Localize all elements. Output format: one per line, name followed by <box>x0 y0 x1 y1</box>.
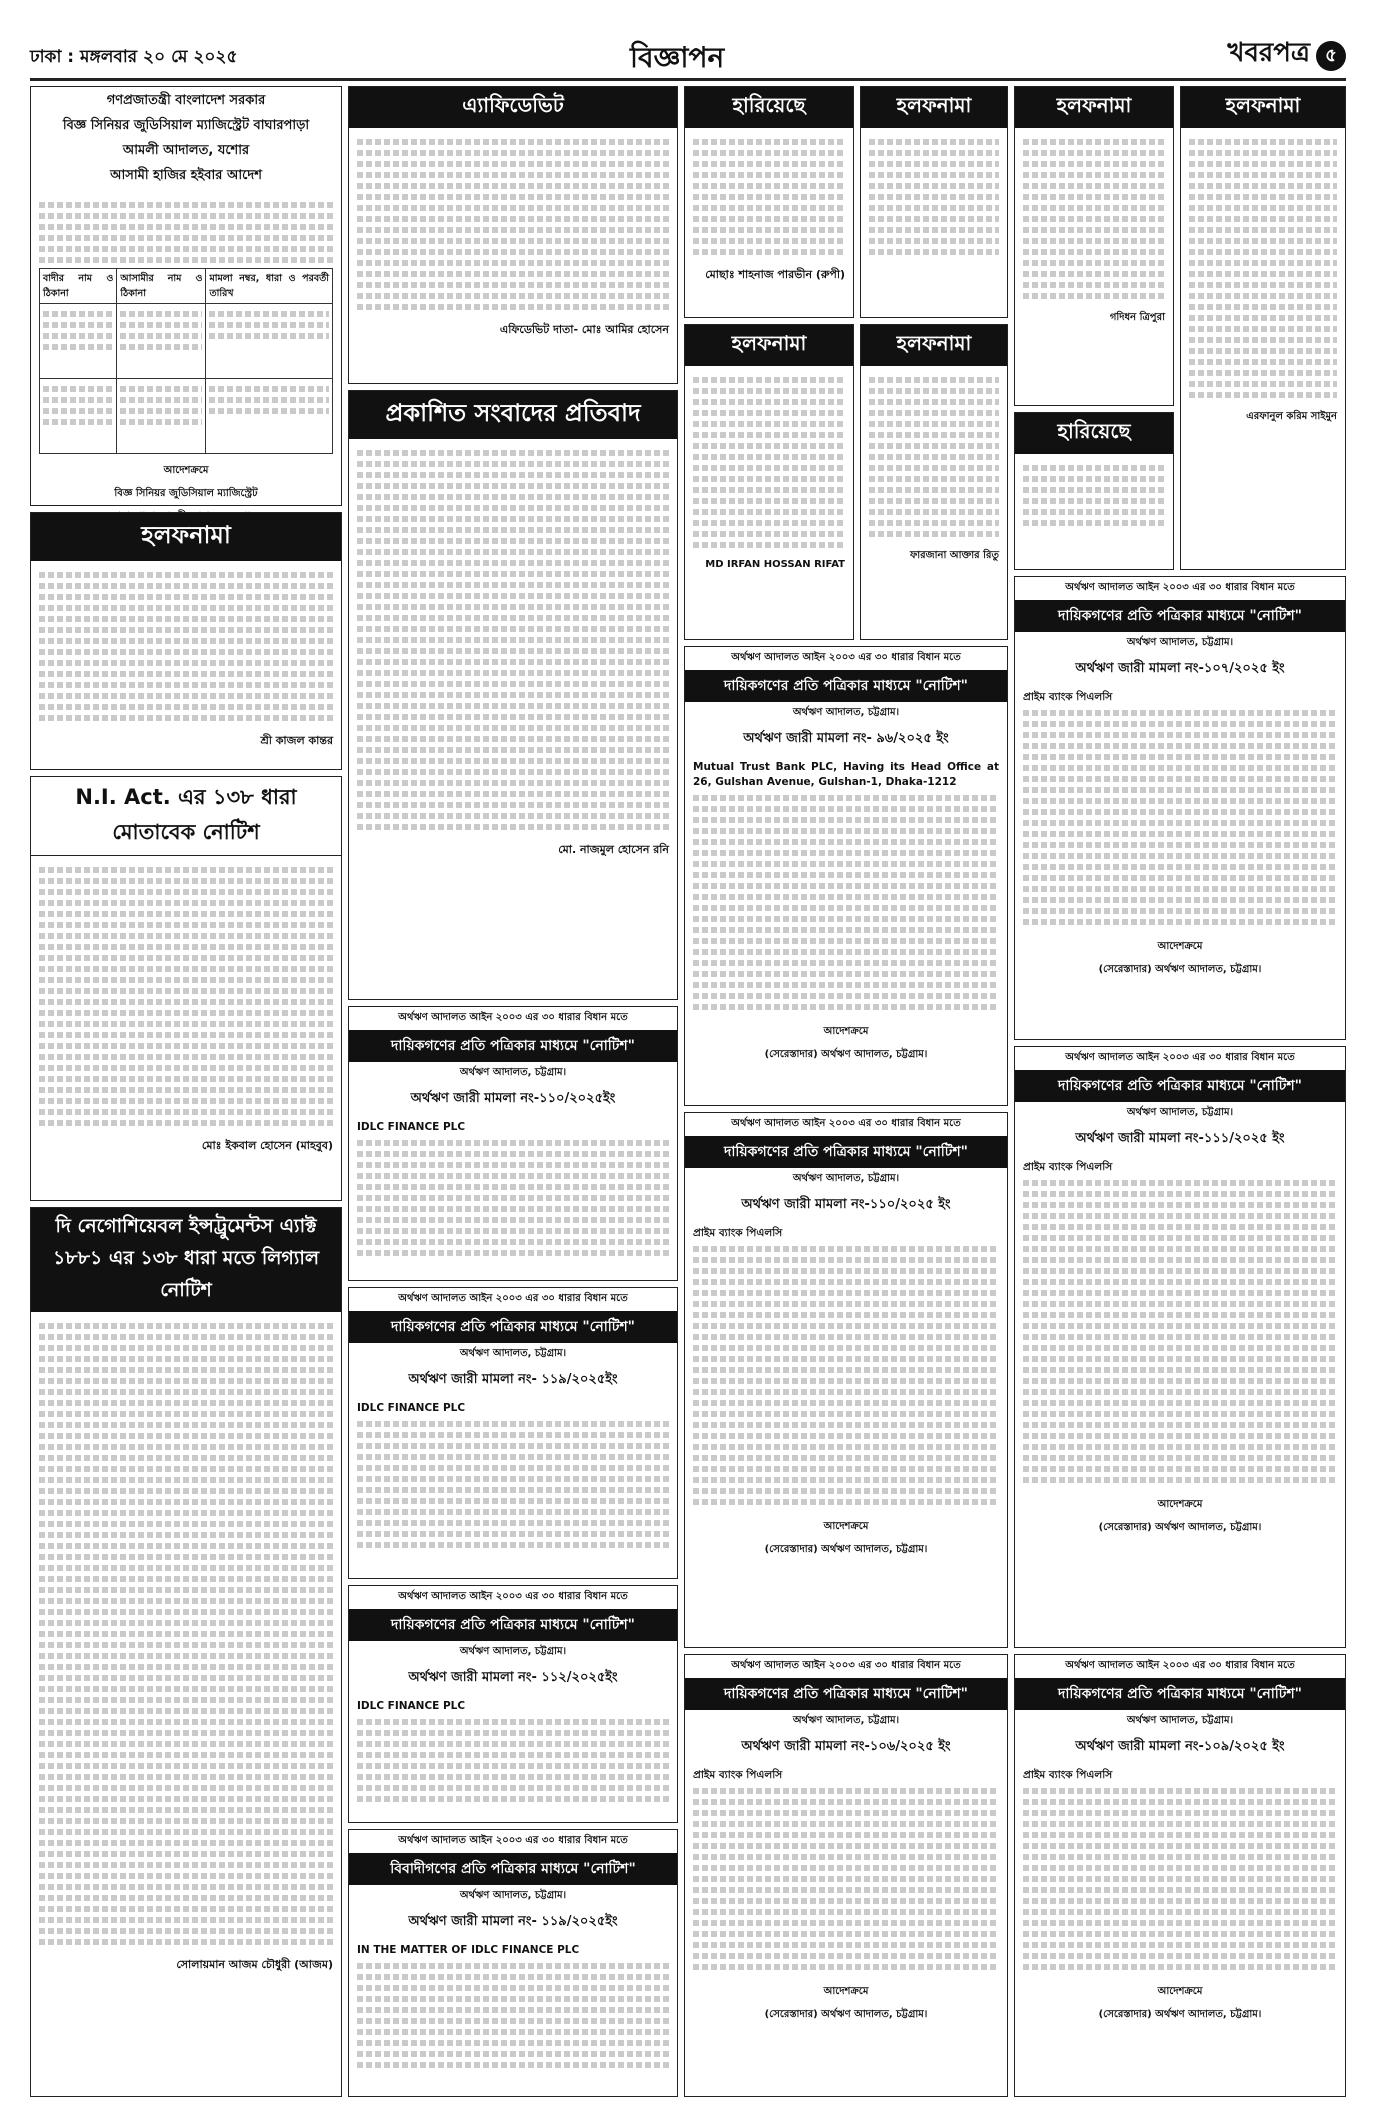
table-header: বাদীর নাম ও ঠিকানা <box>40 269 117 304</box>
case-number: অর্থঋণ জারী মামলা নং-১০৯/২০২৫ ইং <box>1075 1739 1285 1754</box>
notice-law: অর্থঋণ আদালত আইন ২০০৩ এর ৩০ ধারার বিধান মতে <box>1065 582 1295 593</box>
notice-body <box>1015 1154 1345 1494</box>
notice-body <box>31 1312 341 1956</box>
notice-body <box>349 439 677 841</box>
affidavit-d <box>1180 86 1346 570</box>
notice-footer: বিজ্ঞ সিনিয়র জুডিসিয়াল ম্যাজিস্ট্রেট <box>114 488 258 499</box>
affidavit-c <box>1014 86 1174 406</box>
signatory: এরফানুল করিম সাইমুন <box>1246 411 1337 422</box>
negotiable-instruments-notice <box>30 1207 342 2097</box>
plaintiff: প্রাইম ব্যাংক পিএলসি <box>1023 1161 1113 1173</box>
case-number: অর্থঋণ জারী মামলা নং- ৯৬/২০২৫ ইং <box>743 731 949 746</box>
notice-footer: আদেশক্রমে <box>163 465 209 476</box>
notice-title: হলফনামা <box>685 325 853 366</box>
notice-law: অর্থঋণ আদালত আইন ২০০৩ এর ৩০ ধারার বিধান মতে <box>398 1835 628 1846</box>
artha-notice-2 <box>348 1287 678 1579</box>
notice-law: অর্থঋণ আদালত আইন ২০০৩ এর ৩০ ধারার বিধান মতে <box>398 1012 628 1023</box>
notice-law: অর্থঋণ আদালত আইন ২০০৩ এর ৩০ ধারার বিধান মতে <box>731 1660 961 1671</box>
signoff: আদেশক্রমে <box>823 1986 869 1997</box>
signoff: আদেশক্রমে <box>823 1026 869 1037</box>
notice-body <box>31 191 341 460</box>
signatory: এফিডেভিট দাতা- মোঃ আমির হোসেন <box>499 323 669 336</box>
plaintiff: IDLC FINANCE PLC <box>357 1700 466 1712</box>
case-number: অর্থঋণ জারী মামলা নং-১১০/২০২৫ইং <box>410 1091 616 1106</box>
notice-court: অর্থঋণ আদালত, চট্টগ্রাম। <box>1126 637 1234 648</box>
notice-body <box>1015 128 1173 310</box>
case-number: অর্থঋণ জারী মামলা নং- ১১৯/২০২৫ইং <box>408 1914 618 1929</box>
notice-title: দায়িকগণের প্রতি পত্রিকার মাধ্যমে "নোটিশ" <box>349 1311 677 1343</box>
notice-title: হলফনামা <box>861 87 1007 128</box>
notice-title: N.I. Act. এর ১৩৮ ধারা মোতাবেক নোটিশ <box>31 777 341 856</box>
notice-body <box>1181 128 1345 409</box>
notice-title: দায়িকগণের প্রতি পত্রিকার মাধ্যমে "নোটিশ" <box>1015 1678 1345 1710</box>
affidavit-f <box>860 324 1008 640</box>
notice-heading: বিজ্ঞ সিনিয়র জুডিসিয়াল ম্যাজিস্ট্রেট বাঘারপাড়া <box>62 118 310 133</box>
notice-body <box>349 1395 677 1559</box>
signatory: সোলায়মান আজম চৌধুরী (আজম) <box>176 1958 333 1971</box>
notice-body <box>861 128 1007 266</box>
notice-court: অর্থঋণ আদালত, চট্টগ্রাম। <box>459 1067 567 1078</box>
notice-body <box>1015 684 1345 936</box>
notice-title: হলফনামা <box>31 513 341 561</box>
notice-title: দায়িকগণের প্রতি পত্রিকার মাধ্যমে "নোটিশ" <box>349 1609 677 1641</box>
case-number: অর্থঋণ জারী মামলা নং-১০৭/২০২৫ ইং <box>1075 661 1285 676</box>
case-number: অর্থঋণ জারী মামলা নং- ১১২/২০২৫ইং <box>408 1670 618 1685</box>
signoff: আদেশক্রমে <box>1157 1986 1203 1997</box>
notice-title: দায়িকগণের প্রতি পত্রিকার মাধ্যমে "নোটিশ" <box>1015 600 1345 632</box>
affidavit-a <box>860 86 1008 318</box>
plaintiff: প্রাইম ব্যাংক পিএলসি <box>693 1227 783 1239</box>
notice-court: অর্থঋণ আদালত, চট্টগ্রাম। <box>792 1173 900 1184</box>
artha-notice-3 <box>348 1585 678 1823</box>
table-header: আসামীর নাম ও ঠিকানা <box>117 269 206 304</box>
notice-law: অর্থঋণ আদালত আইন ২০০৩ এর ৩০ ধারার বিধান মতে <box>1065 1052 1295 1063</box>
notice-title: হলফনামা <box>1181 87 1345 128</box>
case-number: অর্থঋণ জারী মামলা নং-১১০/২০২৫ ইং <box>741 1197 951 1212</box>
section-title: বিজ্ঞাপন <box>630 41 725 74</box>
issue-date: ঢাকা : মঙ্গলবার ২০ মে ২০২৫ <box>30 47 238 67</box>
notice-heading: গণপ্রজাতন্ত্রী বাংলাদেশ সরকার <box>106 93 266 108</box>
signoff: আদেশক্রমে <box>823 1521 869 1532</box>
signatory: শ্রী কাজল কান্তর <box>260 734 333 747</box>
notice-law: অর্থঋণ আদালত আইন ২০০৩ এর ৩০ ধারার বিধান মতে <box>398 1293 628 1304</box>
lost-notice-1 <box>684 86 854 318</box>
notice-court: অর্থঋণ আদালত, চট্টগ্রাম। <box>1126 1107 1234 1118</box>
notice-body <box>685 366 853 559</box>
notice-body <box>31 561 341 732</box>
notice-court: অর্থঋণ আদালত, চট্টগ্রাম। <box>459 1348 567 1359</box>
signoff: আদেশক্রমে <box>1157 941 1203 952</box>
affidavit-irfan <box>684 324 854 640</box>
notice-title: দায়িকগণের প্রতি পত্রিকার মাধ্যমে "নোটিশ" <box>1015 1070 1345 1102</box>
artha-prime-r1 <box>1014 576 1346 1040</box>
signoff: (সেরেস্তাদার) অর্থঋণ আদালত, চট্টগ্রাম। <box>764 2009 928 2020</box>
newspaper-logo <box>1227 32 1346 76</box>
notice-title: দি নেগোশিয়েবল ইন্সট্রুমেন্টস এ্যাক্ট ১৮৮১ এর ১৩৮ ধারা মতে লিগ্যাল নোটিশ <box>31 1208 341 1312</box>
plaintiff: IDLC FINANCE PLC <box>357 1402 466 1414</box>
case-number: অর্থঋণ জারী মামলা নং- ১১৯/২০২৫ইং <box>408 1372 618 1387</box>
signoff: (সেরেস্তাদার) অর্থঋণ আদালত, চট্টগ্রাম। <box>764 1544 928 1555</box>
ni-act-notice <box>30 776 342 1201</box>
notice-body <box>349 1693 677 1813</box>
notice-law: অর্থঋণ আদালত আইন ২০০৩ এর ৩০ ধারার বিধান মতে <box>398 1591 628 1602</box>
notice-title: এ্যাফিডেভিট <box>349 87 677 128</box>
notice-body <box>349 128 677 321</box>
lost-notice-2 <box>1014 412 1174 570</box>
notice-body <box>349 1937 677 2079</box>
plaintiff: IDLC FINANCE PLC <box>357 1121 466 1133</box>
notice-body <box>349 1114 677 1267</box>
signoff: (সেরেস্তাদার) অর্থঋণ আদালত, চট্টগ্রাম। <box>1098 2009 1262 2020</box>
signoff: আদেশক্রমে <box>1157 1499 1203 1510</box>
notice-body <box>31 856 341 1137</box>
notice-title: দায়িকগণের প্রতি পত্রিকার মাধ্যমে "নোটিশ" <box>349 1030 677 1062</box>
notice-court: অর্থঋণ আদালত, চট্টগ্রাম। <box>792 707 900 718</box>
notice-title: হলফনামা <box>861 325 1007 366</box>
notice-heading: আমলী আদালত, যশোর <box>122 143 250 158</box>
notice-body <box>685 754 1007 1021</box>
plaintiff: প্রাইম ব্যাংক পিএলসি <box>1023 691 1113 703</box>
notice-body <box>685 1220 1007 1516</box>
notice-law: অর্থঋণ আদালত আইন ২০০৩ এর ৩০ ধারার বিধান মতে <box>1065 1660 1295 1671</box>
notice-title: দায়িকগণের প্রতি পত্রিকার মাধ্যমে "নোটিশ" <box>685 1136 1007 1168</box>
plaintiff: IN THE MATTER OF IDLC FINANCE PLC <box>357 1944 580 1956</box>
plaintiff: প্রাইম ব্যাংক পিএলসি <box>693 1769 783 1781</box>
artha-prime-r2 <box>1014 1046 1346 1648</box>
notice-court: অর্থঋণ আদালত, চট্টগ্রাম। <box>792 1715 900 1726</box>
notice-title: প্রকাশিত সংবাদের প্রতিবাদ <box>349 391 677 439</box>
notice-title: হারিয়েছে <box>1015 413 1173 454</box>
notice-law: অর্থঋণ আদালত আইন ২০০৩ এর ৩০ ধারার বিধান মতে <box>731 1118 961 1129</box>
notice-title: হারিয়েছে <box>685 87 853 128</box>
table-header: মামলা নম্বর, ধারা ও পরবর্তী তারিখ <box>206 269 333 304</box>
signatory: ফারজানা আক্তার রিতু <box>909 550 999 561</box>
notice-body <box>1015 454 1173 537</box>
logo-text: খবরপত্র <box>1227 38 1310 68</box>
party-table <box>39 268 333 454</box>
signatory: মোঃ ইকবাল হোসেন (মাহবুব) <box>201 1139 333 1152</box>
artha-prime-2 <box>684 1654 1008 2097</box>
artha-prime-r3 <box>1014 1654 1346 2097</box>
artha-notice-1 <box>348 1006 678 1281</box>
notice-title: দায়িকগণের প্রতি পত্রিকার মাধ্যমে "নোটিশ" <box>685 670 1007 702</box>
signatory: মো. নাজমুল হোসেন রনি <box>558 843 669 856</box>
protest-notice <box>348 390 678 1000</box>
notice-body <box>685 128 853 266</box>
signoff: (সেরেস্তাদার) অর্থঋণ আদালত, চট্টগ্রাম। <box>1098 964 1262 975</box>
signatory: গদিধন ত্রিপুরা <box>1109 312 1165 323</box>
case-number: অর্থঋণ জারী মামলা নং-১০৬/২০২৫ ইং <box>741 1739 951 1754</box>
plaintiff: প্রাইম ব্যাংক পিএলসি <box>1023 1769 1113 1781</box>
plaintiff: Mutual Trust Bank PLC, Having its Head Office at 26, Gulshan Avenue, Gulshan-1, Dhaka-1212 <box>693 761 999 788</box>
notice-body <box>1015 1762 1345 1981</box>
notice-heading: আসামী হাজির হইবার আদেশ <box>110 168 262 183</box>
signatory: মোছাঃ শাহনাজ পারভীন (রুপী) <box>705 268 845 281</box>
signoff: (সেরেস্তাদার) অর্থঋণ আদালত, চট্টগ্রাম। <box>764 1049 928 1060</box>
notice-court: অর্থঋণ আদালত, চট্টগ্রাম। <box>459 1890 567 1901</box>
notice-body <box>861 366 1007 548</box>
signoff: (সেরেস্তাদার) অর্থঋণ আদালত, চট্টগ্রাম। <box>1098 1522 1262 1533</box>
signatory: MD IRFAN HOSSAN RIFAT <box>705 559 845 570</box>
notice-court: অর্থঋণ আদালত, চট্টগ্রাম। <box>459 1646 567 1657</box>
case-number: অর্থঋণ জারী মামলা নং-১১১/২০২৫ ইং <box>1075 1131 1285 1146</box>
court-order-jessore <box>30 86 342 506</box>
affidavit-left <box>30 512 342 770</box>
affidavit-amir-hossan <box>348 86 678 384</box>
notice-law: অর্থঋণ আদালত আইন ২০০৩ এর ৩০ ধারার বিধান মতে <box>731 652 961 663</box>
notice-body <box>685 1762 1007 1981</box>
page-number: ৫ <box>1316 41 1346 71</box>
notice-title: দায়িকগণের প্রতি পত্রিকার মাধ্যমে "নোটিশ" <box>685 1678 1007 1710</box>
artha-notice-4 <box>348 1829 678 2097</box>
artha-prime-1 <box>684 1112 1008 1648</box>
artha-mutual-trust <box>684 646 1008 1106</box>
notice-title: বিবাদীগণের প্রতি পত্রিকার মাধ্যমে "নোটিশ" <box>349 1853 677 1885</box>
notice-title: হলফনামা <box>1015 87 1173 128</box>
notice-court: অর্থঋণ আদালত, চট্টগ্রাম। <box>1126 1715 1234 1726</box>
page-header <box>30 18 1346 81</box>
